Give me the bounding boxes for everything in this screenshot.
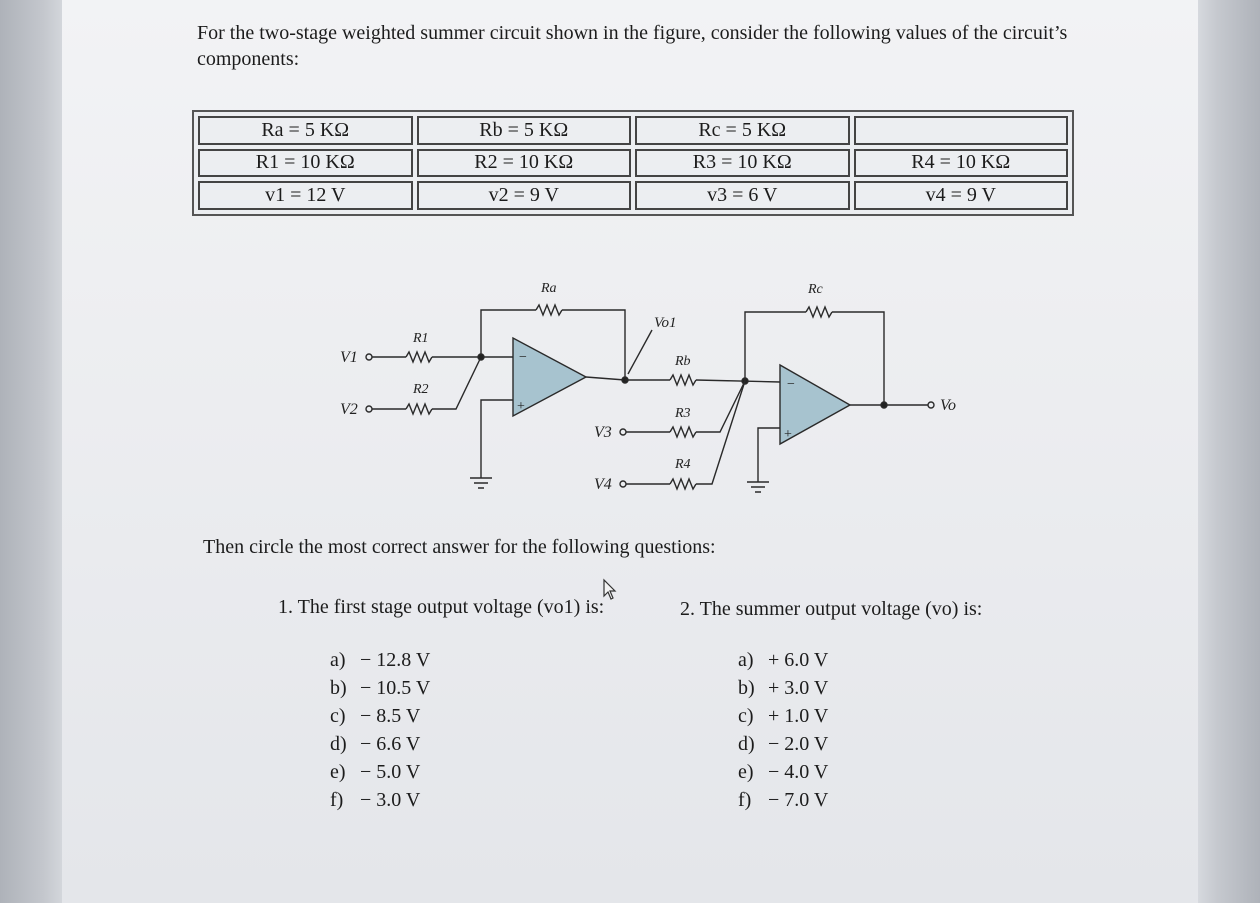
opamp-1-minus: − xyxy=(519,350,527,365)
wire xyxy=(832,312,884,405)
option-1f[interactable]: f) − 3.0 V xyxy=(330,789,421,811)
table-cell: Rb = 5 KΩ xyxy=(417,116,632,145)
label-rc: Rc xyxy=(808,282,823,297)
mouse-pointer-icon xyxy=(600,578,620,602)
label-vo1: Vo1 xyxy=(654,315,677,331)
option-2b[interactable]: b) + 3.0 V xyxy=(738,677,829,699)
wire xyxy=(586,377,625,380)
label-r4: R4 xyxy=(675,457,691,472)
table-cell: R2 = 10 KΩ xyxy=(417,149,632,178)
option-1c[interactable]: c) − 8.5 V xyxy=(330,705,421,727)
terminal-v4 xyxy=(620,481,626,487)
option-2c[interactable]: c) + 1.0 V xyxy=(738,705,829,727)
label-r3: R3 xyxy=(675,406,691,421)
resistor-rb xyxy=(670,375,696,385)
instruction-text: Then circle the most correct answer for the following questions: xyxy=(203,536,716,558)
wire xyxy=(481,400,513,478)
table-cell: v4 = 9 V xyxy=(854,181,1069,210)
node-output xyxy=(881,402,887,408)
ground-1 xyxy=(470,478,492,488)
intro-text: For the two-stage weighted summer circuit shown in the figure, consider the following values of the circuit’s components: xyxy=(197,22,1068,70)
question-1: 1. The first stage output voltage (vo1) is: xyxy=(278,596,605,618)
label-r2: R2 xyxy=(413,382,429,397)
question-1-options xyxy=(330,646,430,814)
option-2f[interactable]: f) − 7.0 V xyxy=(738,789,829,811)
label-v3: V3 xyxy=(594,424,612,441)
table-cell: v1 = 12 V xyxy=(198,181,413,210)
option-1e[interactable]: e) − 5.0 V xyxy=(330,761,421,783)
label-v1: V1 xyxy=(340,349,358,366)
resistor-r1 xyxy=(406,352,432,362)
option-2d[interactable]: d) − 2.0 V xyxy=(738,733,829,755)
label-ra: Ra xyxy=(541,281,557,296)
table-cell: Rc = 5 KΩ xyxy=(635,116,850,145)
vo1-arrow xyxy=(628,330,652,374)
terminal-v3 xyxy=(620,429,626,435)
wire xyxy=(432,357,481,409)
table-cell: Ra = 5 KΩ xyxy=(198,116,413,145)
option-2e[interactable]: e) − 4.0 V xyxy=(738,761,829,783)
table-cell: v3 = 6 V xyxy=(635,181,850,210)
option-1d[interactable]: d) − 6.6 V xyxy=(330,733,421,755)
table-cell: R4 = 10 KΩ xyxy=(854,149,1069,178)
option-1b[interactable]: b) − 10.5 V xyxy=(330,677,431,699)
resistor-ra xyxy=(536,305,562,315)
table-cell: v2 = 9 V xyxy=(417,181,632,210)
table-cell: R1 = 10 KΩ xyxy=(198,149,413,178)
ground-2 xyxy=(747,482,769,492)
opamp-1-plus: + xyxy=(517,399,525,414)
option-1a[interactable]: a) − 12.8 V xyxy=(330,649,431,671)
resistor-r4 xyxy=(670,479,696,489)
question-2: 2. The summer output voltage (vo) is: xyxy=(680,598,983,620)
wire xyxy=(696,380,780,382)
opamp-2-minus: − xyxy=(787,377,795,392)
wire xyxy=(758,428,780,482)
opamp-2-plus: + xyxy=(784,427,792,442)
option-2a[interactable]: a) + 6.0 V xyxy=(738,649,829,671)
label-v2: V2 xyxy=(340,401,358,418)
terminal-v2 xyxy=(366,406,372,412)
terminal-vo xyxy=(928,402,934,408)
label-vo: Vo xyxy=(940,397,956,414)
label-r1: R1 xyxy=(413,331,429,346)
node-junction xyxy=(478,354,484,360)
terminal-v1 xyxy=(366,354,372,360)
table-cell: R3 = 10 KΩ xyxy=(635,149,850,178)
resistor-r3 xyxy=(670,427,696,437)
question-2-options xyxy=(738,646,828,814)
resistor-r2 xyxy=(406,404,432,414)
label-v4: V4 xyxy=(594,476,612,493)
wire xyxy=(745,312,806,381)
wire xyxy=(696,381,745,432)
resistor-rc xyxy=(806,307,832,317)
label-rb: Rb xyxy=(675,354,691,369)
